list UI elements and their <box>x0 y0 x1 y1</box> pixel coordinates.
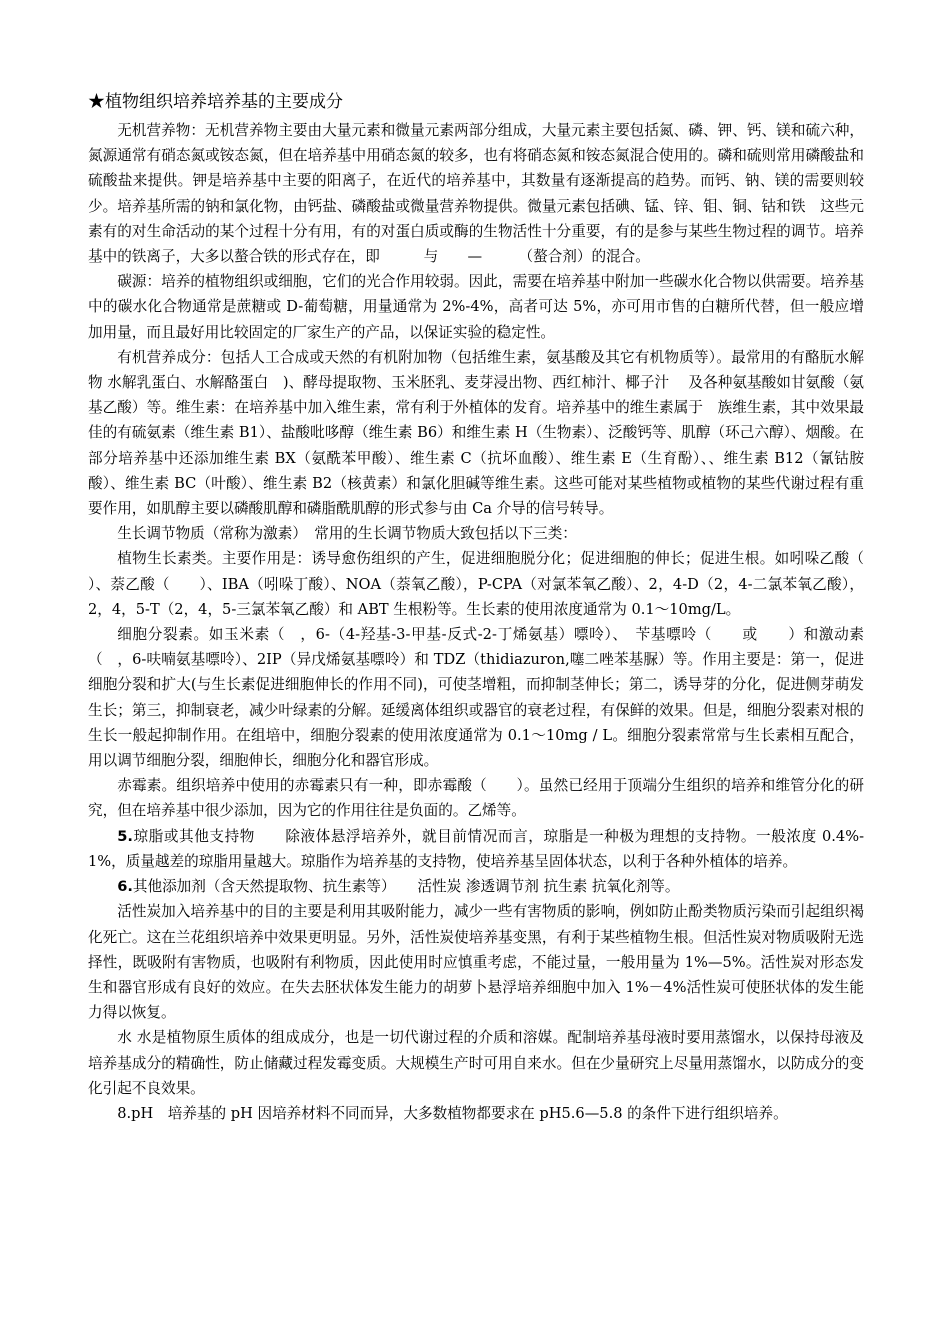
paragraph-gibberellins: 赤霉素。组织培养中使用的赤霉素只有一种，即赤霉酸（ ）。虽然已经用于顶端分生组织的培养和维管分化的研究，但在培养基中很少添加，因为它的作用往往是负面的。乙烯等。 <box>88 777 864 820</box>
paragraph-inorganic-nutrients: 无机营养物：无机营养物主要由大量元素和微量元素两部分组成，大量元素主要包括氮、磷、钾、钙、镁和硫六种，氮源通常有硝态氮或铵态氮，但在培养基中用硝态氮的较多，也有将硝态氮和铵态氮混合使用的。磷和硫则常用磷酸盐和硫酸盐来提供。钾是培养基中主要的阳离子，在近代的培养基中，其数量有逐渐提高的趋势。而钙、钠、镁的需要则较少。培养基所需的钠和氯化物，由钙盐、磷酸盐或微量营养物提供。微量元素包括碘、锰、锌、钼、铜、钴和铁 这些元素有的对生命活动的某个过程十分有用，有的对蛋白质或酶的生物活性十分重要，有的是参与某些生物过程的调节。培养基中的铁离子，大多以螯合铁的形式存在，即 与 — （螯合剂）的混合。 <box>88 122 864 266</box>
document-page <box>88 88 894 1126</box>
paragraph-auxins: 植物生长素类。主要作用是：诱导愈伤组织的产生，促进细胞脱分化；促进细胞的伸长；促进生根。如吲哚乙酸（ ）、萘乙酸（ ）、IBA（吲哚丁酸）、NOA（萘氧乙酸），P-CPA（对氯苯氧乙酸）、2，4-D（2，4-二氯苯氧乙酸），2，4，5-T（2，4，5-三氯苯氧乙酸）和 ABT 生根粉等。生长素的使用浓度通常为 0.1～10mg/L。 <box>88 550 894 618</box>
section-text: 琼脂或其他支持物 除液体悬浮培养外，就目前情况而言，琼脂是一种极为理想的支持物。一般浓度 0.4%-1%，质量越差的琼脂用量越大。琼脂作为培养基的支持物，使培养基呈固体状态，以利于各种外植体的培养。 <box>88 827 864 870</box>
paragraph-carbon-source: 碳源：培养的植物组织或细胞，它们的光合作用较弱。因此，需要在培养基中附加一些碳水化合物以供需要。培养基中的碳水化合物通常是蔗糖或 D-葡萄糖，用量通常为 2%-4%，高者可达 5%，亦可用市售的白糖所代替，但一般应增加用量，而且最好用比较固定的厂家生产的产品，以保证实验的稳定性。 <box>88 273 864 341</box>
page-title: ★植物组织培养培养基的主要成分 <box>88 92 343 112</box>
section-agar <box>88 824 864 874</box>
paragraph-water: 水 水是植物原生质体的组成成分，也是一切代谢过程的介质和溶媒。配制培养基母液时要用蒸馏水，以保持母液及培养基成分的精确性，防止储藏过程发霉变质。大规模生产时可用自来水。但在少量研究上尽量用蒸馏水，以防成分的变化引起不良效果。 <box>88 1029 864 1097</box>
paragraph-organic-nutrients: 有机营养成分：包括人工合成或天然的有机附加物（包括维生素，氨基酸及其它有机物质等）。最常用的有酪朊水解物 水解乳蛋白、水解酪蛋白 )、酵母提取物、玉米胚乳、麦芽浸出物、西红柿汁、椰子汁 及各种氨基酸如甘氨酸（氨基乙酸）等。维生素：在培养基中加入维生素，常有利于外植体的发育。培养基中的维生素属于 族维生素，其中效果最佳的有硫氨素（维生素 B1）、盐酸吡哆醇（维生素 B6）和维生素 H（生物素）、泛酸钙等、肌醇（环己六醇）、烟酸。在部分培养基中还添加维生素 BX（氨酰苯甲酸）、维生素 C（抗坏血酸）、维生素 E（生育酚）、、维生素 B12（氰钴胺酸）、维生素 BC（叶酸）、维生素 B2（核黄素）和氯化胆碱等维生素。这些可能对某些植物或植物的某些代谢过程有重要作用，如肌醇主要以磷酸肌醇和磷脂酰肌醇的形式参与由 Ca 介导的信号转导。 <box>88 348 864 518</box>
paragraph-growth-regulators: 生长调节物质（常称为激素） 常用的生长调节物质大致包括以下三类： <box>117 525 577 543</box>
paragraph-cytokinins: 细胞分裂素。如玉米素（ ，6-（4-羟基-3-甲基-反式-2-丁烯氨基）嘌呤）、 苄基嘌呤（ 或 ）和激动素（ ，6-呋喃氨基嘌呤）、2IP（异戊烯氨基嘌呤）和 TDZ（thidiazuron,噻二唑苯基脲）等。作用主要是：第一，促进细胞分裂和扩大(与生长素促进细胞伸长的作用不同)，可使茎增粗，而抑制茎伸长；第二，诱导芽的分化，促进侧芽萌发生长；第三，抑制衰老，减少叶绿素的分解。延缓离体组织或器官的衰老过程，有保鲜的效果。但是，细胞分裂素对根的生长一般起抑制作用。在组培中，细胞分裂素的使用浓度通常为 0.1～10mg / L。细胞分裂素常常与生长素相互配合，用以调节细胞分裂，细胞伸长，细胞分化和器官形成。 <box>88 626 864 770</box>
section-number: 6. <box>117 878 133 896</box>
paragraph-ph: 8.pH 培养基的 pH 因培养材料不同而异，大多数植物都要求在 pH5.6—5.8 的条件下进行组织培养。 <box>117 1104 788 1122</box>
section-number: 5. <box>117 827 133 845</box>
paragraph-activated-carbon: 活性炭加入培养基中的目的主要是利用其吸附能力，减少一些有害物质的影响，例如防止酚类物质污染而引起组织褐化死亡。这在兰花组织培养中效果更明显。另外，活性炭使培养基变黑，有利于某些植物生根。但活性炭对物质吸附无选择性，既吸附有害物质，也吸附有利物质，因此使用时应慎重考虑，不能过量，一般用量为 1%—5%。活性炭对形态发生和器官形成有良好的效应。在失去胚状体发生能力的胡萝卜悬浮培养细胞中加入 1%－4%活性炭可使胚状体的发生能力得以恢复。 <box>88 903 864 1022</box>
section-additives <box>88 874 864 899</box>
section-text: 其他添加剂（含天然提取物、抗生素等） 活性炭 渗透调节剂 抗生素 抗氧化剂等。 <box>132 878 680 896</box>
